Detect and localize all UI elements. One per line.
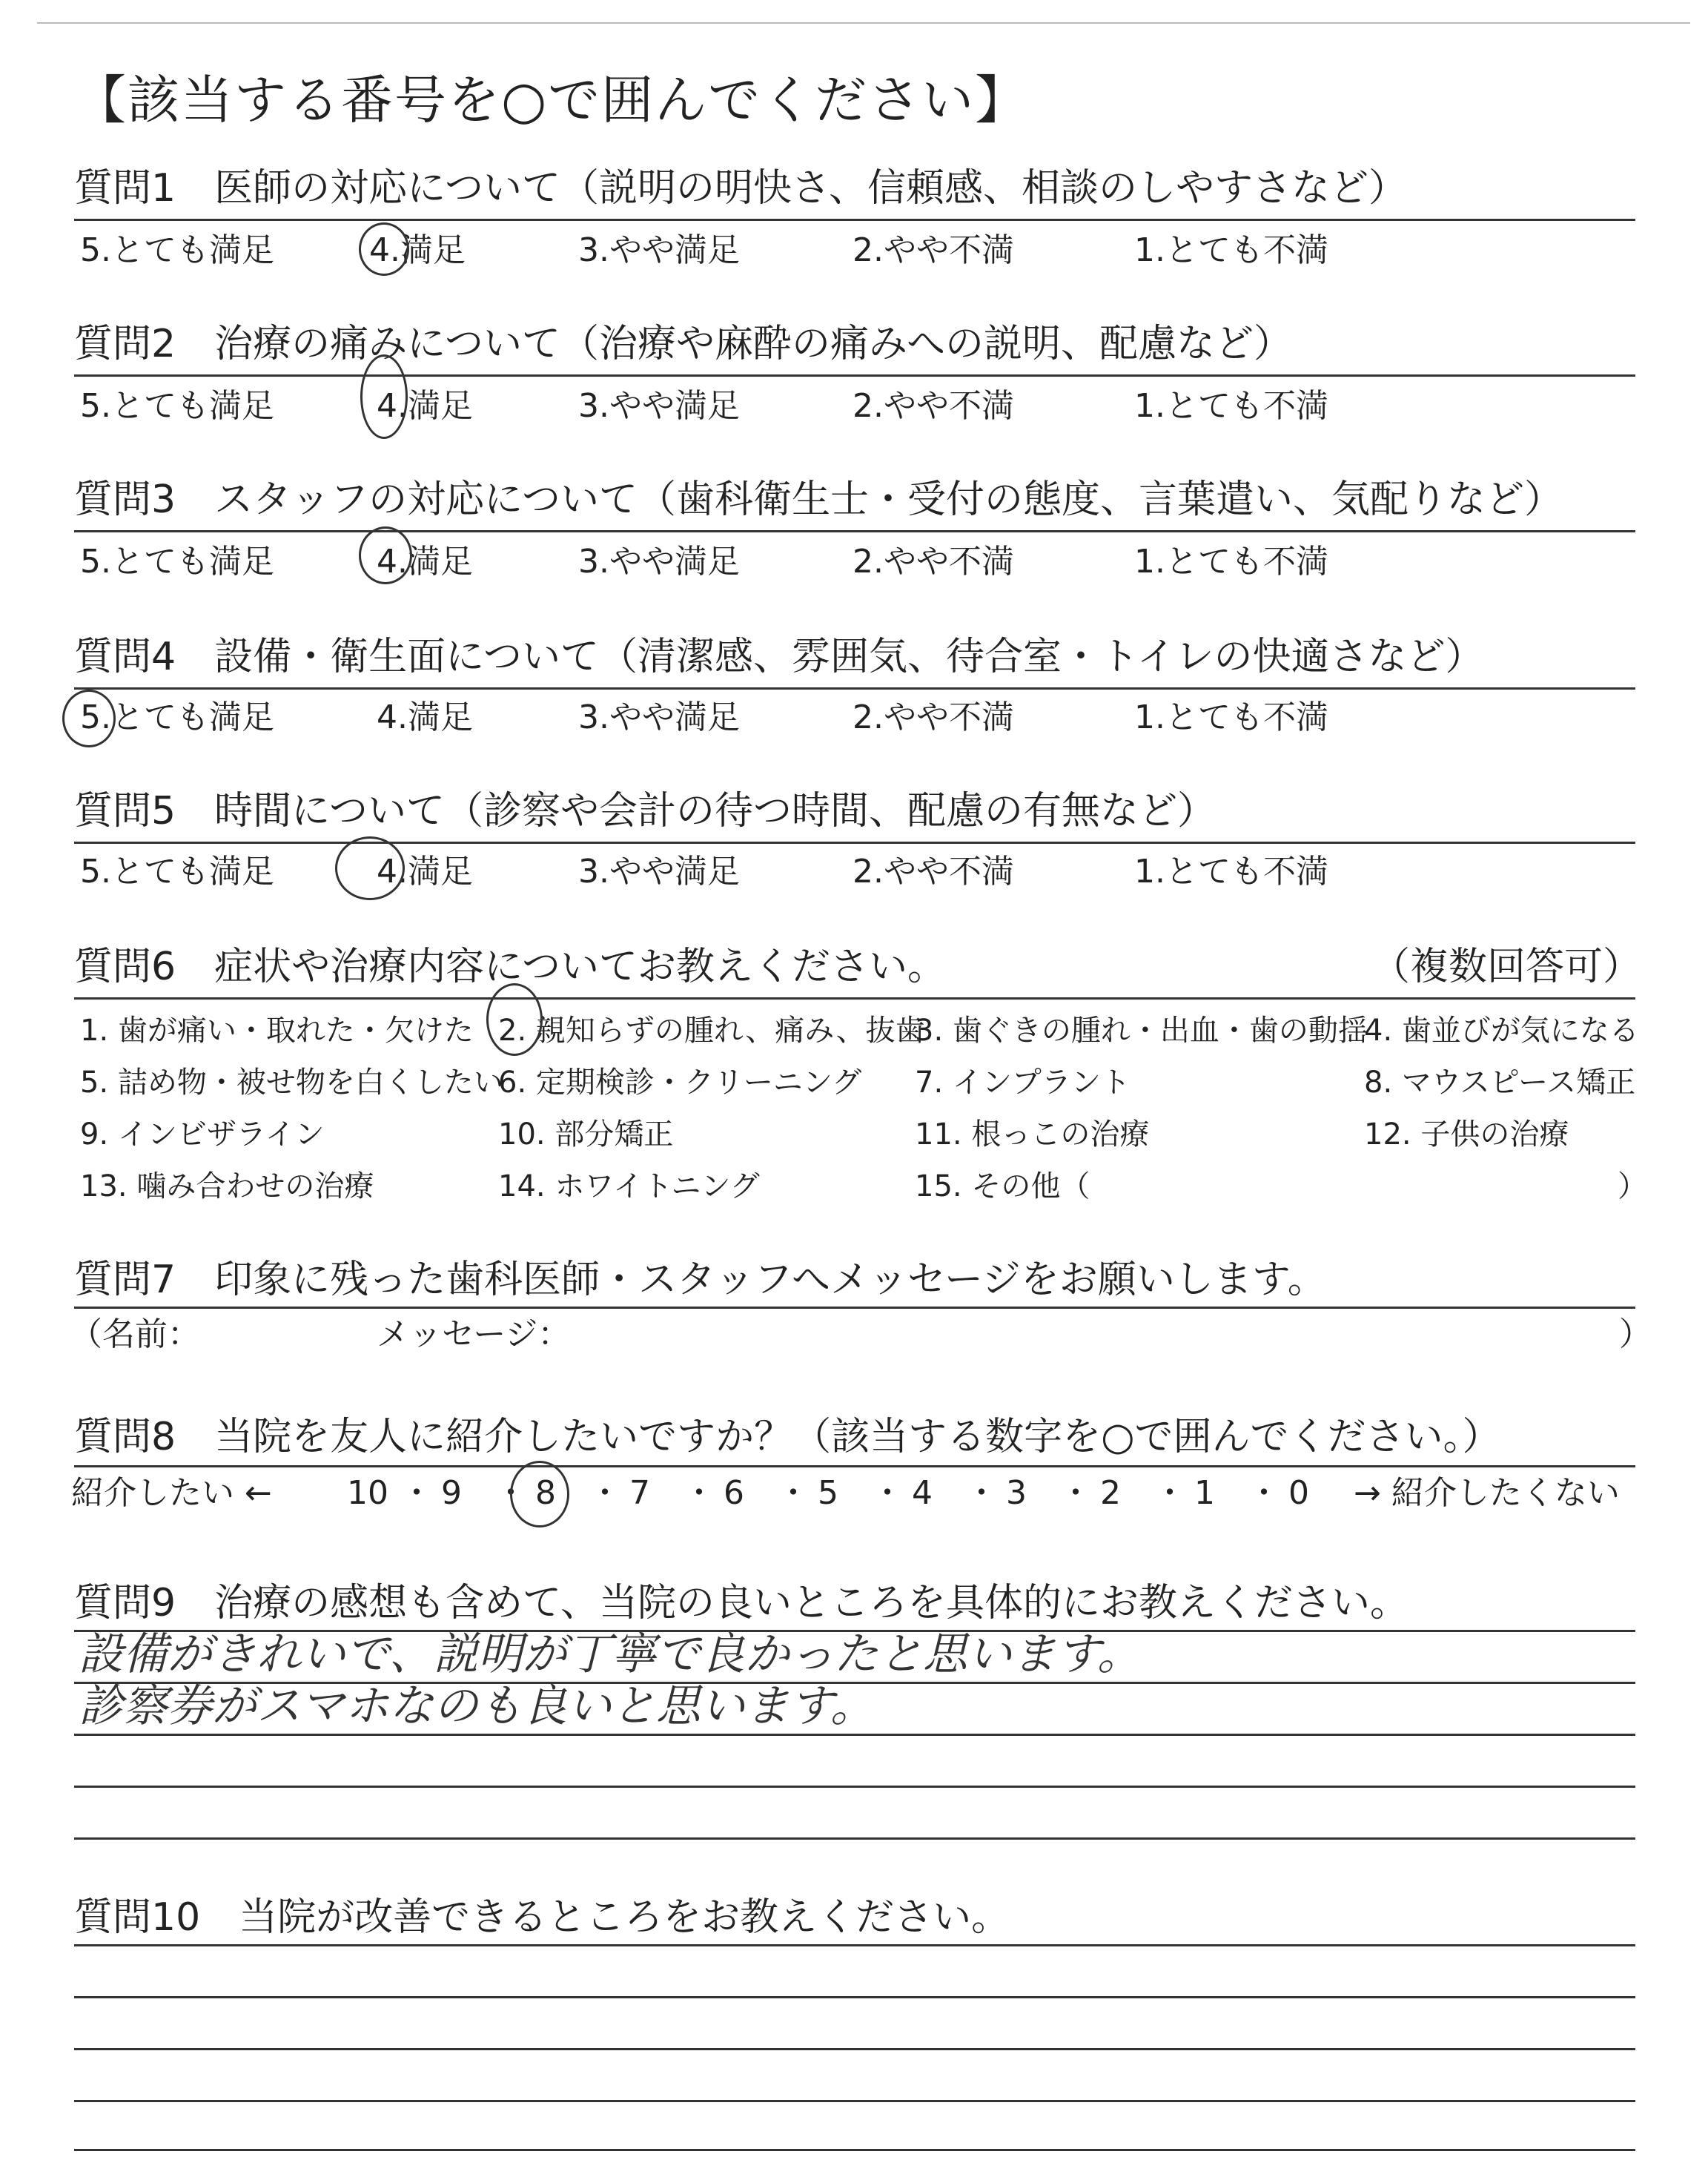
q2-option-4[interactable]: 4.満足 xyxy=(377,387,473,425)
question-3-heading xyxy=(74,476,1563,524)
question-3-rule xyxy=(74,530,1635,532)
q6-item-3[interactable]: 3. 歯ぐきの腫れ・出血・歯の動揺 xyxy=(915,1014,1368,1048)
q6-item-9[interactable]: 9. インビザライン xyxy=(80,1117,325,1152)
question-1-heading xyxy=(74,165,1407,212)
q8-left-label: 紹介したい ← xyxy=(71,1474,272,1512)
question-10-heading xyxy=(74,1894,1010,1941)
q8-scale-value-5[interactable]: 5 xyxy=(818,1474,838,1512)
q3-option-4[interactable]: 4.満足 xyxy=(377,543,473,581)
q2-option-5[interactable]: 5.とても満足 xyxy=(80,387,274,425)
q5-option-4[interactable]: 4.満足 xyxy=(377,853,473,891)
q6-item-2[interactable]: 2. 親知らずの腫れ、痛み、抜歯 xyxy=(498,1014,925,1048)
q8-scale-value-0[interactable]: 0 xyxy=(1288,1474,1309,1512)
q8-scale-separator: ・ xyxy=(965,1474,998,1512)
question-7-text: 印象に残った歯科医師・スタッフへメッセージをお願いします。 xyxy=(214,1258,1326,1302)
question-6-note: （複数回答可） xyxy=(1371,945,1642,989)
q8-scale-separator: ・ xyxy=(1248,1474,1280,1512)
q8-scale-separator: ・ xyxy=(494,1474,527,1512)
q1-option-3[interactable]: 3.やや満足 xyxy=(578,231,740,269)
question-5-rule xyxy=(74,842,1635,844)
q6-item-15[interactable]: 15. その他（ xyxy=(915,1169,1090,1203)
question-7-label: 質問7 xyxy=(74,1258,176,1302)
q1-option-1[interactable]: 1.とても不満 xyxy=(1134,231,1328,269)
q10-answer-line-4 xyxy=(74,2100,1635,2102)
q5-selection-circle xyxy=(335,836,405,900)
q8-scale-value-10[interactable]: 10 xyxy=(347,1474,388,1512)
question-4-rule xyxy=(74,687,1635,690)
q5-option-1[interactable]: 1.とても不満 xyxy=(1134,853,1328,891)
q6-item-7[interactable]: 7. インプラント xyxy=(915,1066,1131,1100)
q9-answer-line-3 xyxy=(74,1734,1635,1736)
question-2-text: 治療の痛みについて（治療や麻酔の痛みへの説明、配慮など） xyxy=(214,322,1293,366)
scan-top-edge xyxy=(37,22,1690,24)
question-5-label: 質問5 xyxy=(74,789,176,833)
q8-right-label: → 紹介したくない xyxy=(1354,1474,1620,1512)
question-7-rule xyxy=(74,1307,1635,1309)
question-6-text: 症状や治療内容についてお教えください。 xyxy=(214,945,947,989)
q5-option-2[interactable]: 2.やや不満 xyxy=(853,853,1014,891)
question-9-heading xyxy=(74,1579,1409,1627)
question-1-text: 医師の対応について（説明の明快さ、信頼感、相談のしやすさなど） xyxy=(214,166,1407,211)
question-9-label: 質問9 xyxy=(74,1581,176,1625)
question-7-heading xyxy=(74,1256,1326,1304)
q8-scale-separator: ・ xyxy=(1153,1474,1186,1512)
q1-selection-circle xyxy=(359,222,409,276)
q8-scale-value-2[interactable]: 2 xyxy=(1100,1474,1121,1512)
question-10-text: 当院が改善できるところをお教えください。 xyxy=(239,1895,1010,1940)
q2-option-2[interactable]: 2.やや不満 xyxy=(853,387,1014,425)
q10-answer-line-5 xyxy=(74,2149,1635,2151)
q8-selection-circle xyxy=(510,1461,569,1527)
q1-option-4[interactable]: 4.満足 xyxy=(369,231,466,269)
q6-item-11[interactable]: 11. 根っこの治療 xyxy=(915,1117,1150,1152)
q8-scale-separator: ・ xyxy=(777,1474,810,1512)
question-2-heading xyxy=(74,320,1292,368)
question-4-label: 質問4 xyxy=(74,635,176,679)
page-title: 【該当する番号を○で囲んでください】 xyxy=(74,70,1029,131)
q7-name-label: （名前： xyxy=(70,1315,200,1353)
q8-scale-separator: ・ xyxy=(1059,1474,1092,1512)
q2-option-3[interactable]: 3.やや満足 xyxy=(578,387,740,425)
q6-item-1[interactable]: 1. 歯が痛い・取れた・欠けた xyxy=(80,1014,474,1048)
q8-scale-value-3[interactable]: 3 xyxy=(1006,1474,1027,1512)
q8-scale-separator: ・ xyxy=(400,1474,433,1512)
q8-scale-separator: ・ xyxy=(589,1474,621,1512)
question-9-text: 治療の感想も含めて、当院の良いところを具体的にお教えください。 xyxy=(214,1581,1409,1625)
q8-scale-value-1[interactable]: 1 xyxy=(1194,1474,1215,1512)
question-4-heading xyxy=(74,633,1483,681)
q5-option-5[interactable]: 5.とても満足 xyxy=(80,853,274,891)
q8-scale-value-4[interactable]: 4 xyxy=(912,1474,933,1512)
q4-option-5[interactable]: 5.とても満足 xyxy=(80,698,274,736)
q6-item-12[interactable]: 12. 子供の治療 xyxy=(1364,1117,1569,1152)
q3-option-1[interactable]: 1.とても不満 xyxy=(1134,543,1328,581)
q5-option-3[interactable]: 3.やや満足 xyxy=(578,853,740,891)
q4-option-4[interactable]: 4.満足 xyxy=(377,698,473,736)
q8-scale-separator: ・ xyxy=(683,1474,715,1512)
q8-scale-value-7[interactable]: 7 xyxy=(629,1474,650,1512)
question-1-label: 質問1 xyxy=(74,166,176,211)
q4-selection-circle xyxy=(62,690,116,747)
question-6-label: 質問6 xyxy=(74,945,176,989)
q4-option-3[interactable]: 3.やや満足 xyxy=(578,698,740,736)
question-8-rule xyxy=(74,1465,1635,1467)
question-6-rule xyxy=(74,997,1635,1000)
q6-item-8[interactable]: 8. マウスピース矯正 xyxy=(1364,1066,1636,1100)
q10-answer-line-2 xyxy=(74,1996,1635,1998)
question-10-label: 質問10 xyxy=(74,1895,201,1940)
q6-item-10[interactable]: 10. 部分矯正 xyxy=(498,1117,674,1152)
q8-scale-value-9[interactable]: 9 xyxy=(441,1474,462,1512)
q10-answer-line-1 xyxy=(74,1944,1635,1946)
question-8-text: 当院を友人に紹介したいですか？（該当する数字を○で囲んでください。） xyxy=(214,1415,1501,1459)
q6-item-13[interactable]: 13. 噛み合わせの治療 xyxy=(80,1169,374,1203)
question-2-rule xyxy=(74,374,1635,377)
q9-handwritten-answer-2: 診察券がスマホなのも良いと思います。 xyxy=(79,1680,875,1732)
q6-item-5[interactable]: 5. 詰め物・被せ物を白くしたい xyxy=(80,1066,503,1100)
q6-item-6[interactable]: 6. 定期検診・クリーニング xyxy=(498,1066,862,1100)
question-8-heading xyxy=(74,1413,1500,1461)
question-3-label: 質問3 xyxy=(74,478,176,522)
q8-scale-value-6[interactable]: 6 xyxy=(724,1474,744,1512)
q2-selection-circle xyxy=(360,354,408,439)
question-5-text: 時間について（診察や会計の待つ時間、配慮の有無など） xyxy=(214,789,1217,833)
question-1-rule xyxy=(74,219,1635,221)
q3-selection-circle xyxy=(359,526,412,584)
question-4-text: 設備・衛生面について（清潔感、雰囲気、待合室・トイレの快適さなど） xyxy=(214,635,1484,679)
q7-message-label: メッセージ： xyxy=(377,1315,571,1353)
q8-scale-separator: ・ xyxy=(871,1474,904,1512)
q6-other-close: ） xyxy=(1618,1169,1647,1203)
q1-option-2[interactable]: 2.やや不満 xyxy=(853,231,1014,269)
question-8-label: 質問8 xyxy=(74,1415,176,1459)
q4-option-2[interactable]: 2.やや不満 xyxy=(853,698,1014,736)
q2-option-1[interactable]: 1.とても不満 xyxy=(1134,387,1328,425)
q10-answer-line-3 xyxy=(74,2048,1635,2050)
q6-item-14[interactable]: 14. ホワイトニング xyxy=(498,1169,760,1203)
q3-option-2[interactable]: 2.やや不満 xyxy=(853,543,1014,581)
q9-handwritten-answer-1: 設備がきれいで、説明が丁寧で良かったと思います。 xyxy=(79,1628,1142,1680)
q1-option-5[interactable]: 5.とても満足 xyxy=(80,231,274,269)
question-2-label: 質問2 xyxy=(74,322,176,366)
q6-selection-circle xyxy=(486,983,543,1056)
q3-option-5[interactable]: 5.とても満足 xyxy=(80,543,274,581)
q7-close-paren: ） xyxy=(1619,1315,1652,1353)
q8-scale-value-8[interactable]: 8 xyxy=(535,1474,556,1512)
question-3-text: スタッフの対応について（歯科衛生士・受付の態度、言葉遣い、気配りなど） xyxy=(214,478,1563,522)
q9-answer-line-4 xyxy=(74,1786,1635,1788)
q3-option-3[interactable]: 3.やや満足 xyxy=(578,543,740,581)
q6-item-4[interactable]: 4. 歯並びが気になる xyxy=(1364,1014,1639,1048)
q9-answer-line-5 xyxy=(74,1837,1635,1840)
q4-option-1[interactable]: 1.とても不満 xyxy=(1134,698,1328,736)
question-5-heading xyxy=(74,787,1216,835)
